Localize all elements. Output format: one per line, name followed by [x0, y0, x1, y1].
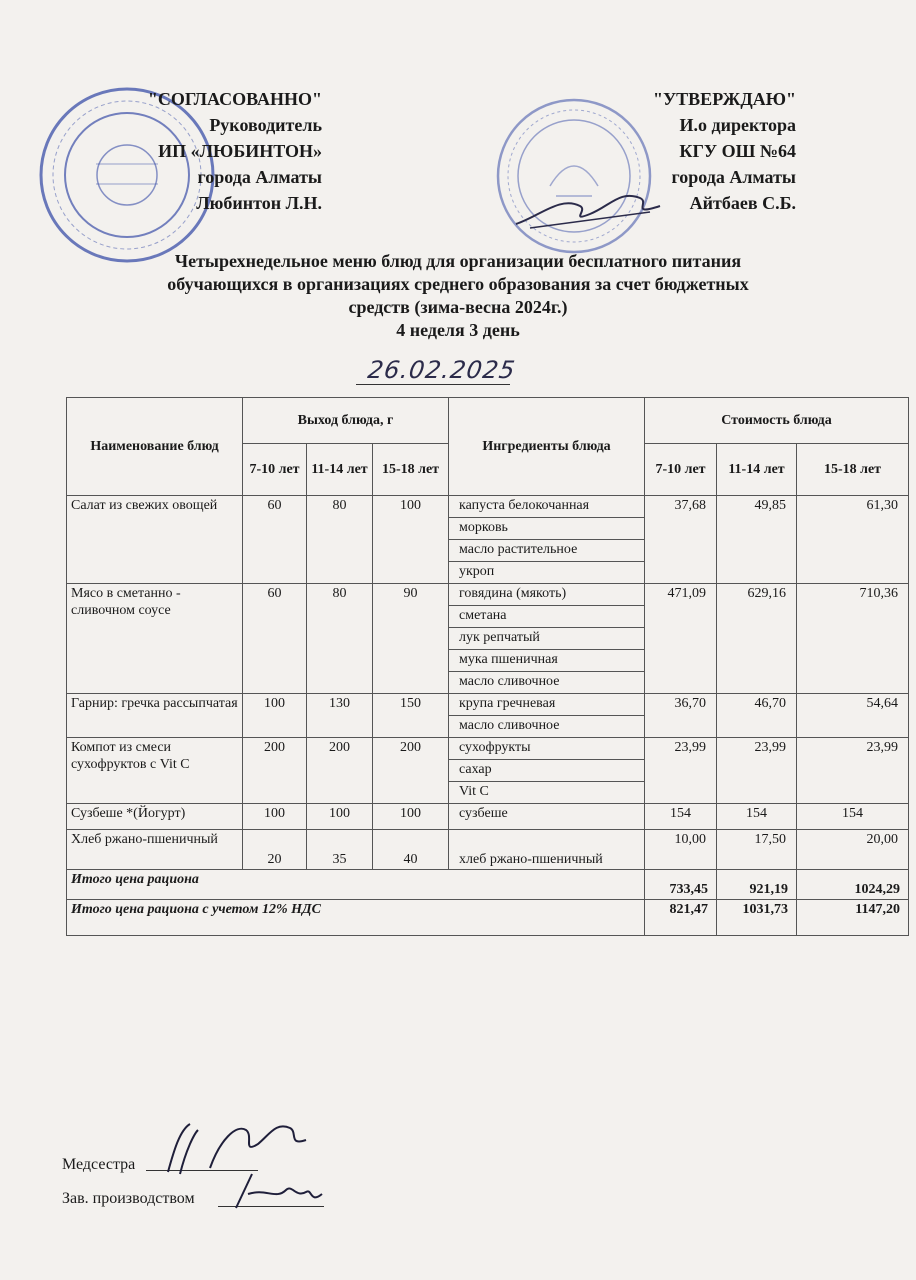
header-cost: Стоимость блюда — [645, 398, 909, 444]
title-line-2: обучающихся в организациях среднего образования за счет бюджетных — [167, 274, 749, 294]
dish-output: 80 — [307, 584, 373, 694]
total-vat-value: 821,47 — [645, 900, 717, 936]
title-line-3: средств (зима-весна 2024г.) — [348, 297, 568, 317]
dish-cost: 23,99 — [717, 738, 797, 804]
total-vat-row — [67, 900, 909, 936]
table-row — [67, 830, 909, 870]
dish-cost: 46,70 — [717, 694, 797, 738]
dish-output: 100 — [373, 804, 449, 830]
dish-output: 150 — [373, 694, 449, 738]
dish-cost: 710,36 — [797, 584, 909, 694]
table-row — [67, 584, 909, 606]
dish-cost: 20,00 — [797, 830, 909, 870]
header-cost-age-7-10: 7-10 лет — [645, 444, 717, 496]
total-vat-value: 1031,73 — [717, 900, 797, 936]
approval-right-org: КГУ ОШ №64 — [679, 141, 796, 161]
dish-cost: 23,99 — [645, 738, 717, 804]
approval-left-block — [60, 86, 322, 216]
ingredient: крупа гречневая — [449, 694, 645, 716]
dish-output: 60 — [243, 584, 307, 694]
table-row — [67, 496, 909, 518]
dish-output: 35 — [307, 830, 373, 870]
dish-output: 100 — [373, 496, 449, 584]
header-output: Выход блюда, г — [243, 398, 449, 444]
dish-output: 60 — [243, 496, 307, 584]
title-line-1: Четырехнедельное меню блюд для организации бесплатного питания — [174, 251, 742, 271]
header-ingredients: Ингредиенты блюда — [449, 398, 645, 496]
total-row — [67, 870, 909, 900]
ingredient: сузбеше — [449, 804, 645, 830]
approval-right-name: Айтбаев С.Б. — [689, 193, 796, 213]
ingredient: масло растительное — [449, 540, 645, 562]
ingredient: мука пшеничная — [449, 650, 645, 672]
dish-output: 90 — [373, 584, 449, 694]
menu-table — [66, 397, 909, 936]
approval-left-city: города Алматы — [197, 167, 322, 187]
dish-name: Компот из смеси сухофруктов с Vit C — [67, 738, 243, 804]
header-dish: Наименование блюд — [67, 398, 243, 496]
dish-output: 20 — [243, 830, 307, 870]
dish-cost: 61,30 — [797, 496, 909, 584]
dish-cost: 629,16 — [717, 584, 797, 694]
dish-output: 80 — [307, 496, 373, 584]
ingredient: масло сливочное — [449, 716, 645, 738]
dish-output: 200 — [307, 738, 373, 804]
dish-cost: 54,64 — [797, 694, 909, 738]
ingredient: сахар — [449, 760, 645, 782]
approval-right-position: И.о директора — [679, 115, 796, 135]
dish-output: 200 — [373, 738, 449, 804]
header-output-age-7-10: 7-10 лет — [243, 444, 307, 496]
dish-output: 100 — [243, 804, 307, 830]
nurse-signature-label: Медсестра — [62, 1156, 136, 1173]
handwritten-date: 26.02.2025 — [366, 356, 518, 384]
production-signature — [226, 1164, 326, 1214]
dish-output: 200 — [243, 738, 307, 804]
approval-left-org: ИП «ЛЮБИНТОН» — [158, 141, 322, 161]
dish-name: Гарнир: гречка рассыпчатая — [67, 694, 243, 738]
dish-output: 40 — [373, 830, 449, 870]
header-cost-age-11-14: 11-14 лет — [717, 444, 797, 496]
dish-cost: 36,70 — [645, 694, 717, 738]
ingredient: лук репчатый — [449, 628, 645, 650]
total-vat-label: Итого цена рациона с учетом 12% НДС — [67, 900, 645, 936]
ingredient: говядина (мякоть) — [449, 584, 645, 606]
table-row — [67, 804, 909, 830]
ingredient: хлеб ржано-пшеничный — [449, 830, 645, 870]
dish-cost: 23,99 — [797, 738, 909, 804]
ingredient: капуста белокочанная — [449, 496, 645, 518]
title-week-day: 4 неделя 3 день — [396, 320, 520, 340]
production-signature-label: Зав. производством — [62, 1190, 195, 1207]
total-vat-value: 1147,20 — [797, 900, 909, 936]
dish-cost: 471,09 — [645, 584, 717, 694]
ingredient: укроп — [449, 562, 645, 584]
ingredient: сметана — [449, 606, 645, 628]
dish-cost: 154 — [797, 804, 909, 830]
total-value: 1024,29 — [797, 870, 909, 900]
dish-cost: 10,00 — [645, 830, 717, 870]
header-output-age-15-18: 15-18 лет — [373, 444, 449, 496]
approval-left-position: Руководитель — [209, 115, 322, 135]
ingredient: масло сливочное — [449, 672, 645, 694]
header-cost-age-15-18: 15-18 лет — [797, 444, 909, 496]
dish-cost: 49,85 — [717, 496, 797, 584]
ingredient: сухофрукты — [449, 738, 645, 760]
approval-left-name: Любинтон Л.Н. — [196, 193, 322, 213]
header-output-age-11-14: 11-14 лет — [307, 444, 373, 496]
total-label: Итого цена рациона — [67, 870, 645, 900]
table-row — [67, 694, 909, 716]
approval-right-city: города Алматы — [671, 167, 796, 187]
approval-right-heading: "УТВЕРЖДАЮ" — [652, 89, 796, 109]
approval-left-heading: "СОГЛАСОВАННО" — [147, 89, 322, 109]
dish-output: 100 — [307, 804, 373, 830]
dish-name: Сузбеше *(Йогурт) — [67, 804, 243, 830]
total-value: 733,45 — [645, 870, 717, 900]
dish-name: Салат из свежих овощей — [67, 496, 243, 584]
dish-cost: 37,68 — [645, 496, 717, 584]
dish-name: Хлеб ржано-пшеничный — [67, 830, 243, 870]
ingredient: Vit C — [449, 782, 645, 804]
dish-cost: 154 — [717, 804, 797, 830]
table-row — [67, 738, 909, 760]
dish-cost: 154 — [645, 804, 717, 830]
ingredient: морковь — [449, 518, 645, 540]
dish-cost: 17,50 — [717, 830, 797, 870]
total-value: 921,19 — [717, 870, 797, 900]
dish-output: 130 — [307, 694, 373, 738]
dish-name: Мясо в сметанно - сливочном соусе — [67, 584, 243, 694]
menu-title — [70, 250, 846, 342]
director-signature — [510, 176, 670, 236]
dish-output: 100 — [243, 694, 307, 738]
